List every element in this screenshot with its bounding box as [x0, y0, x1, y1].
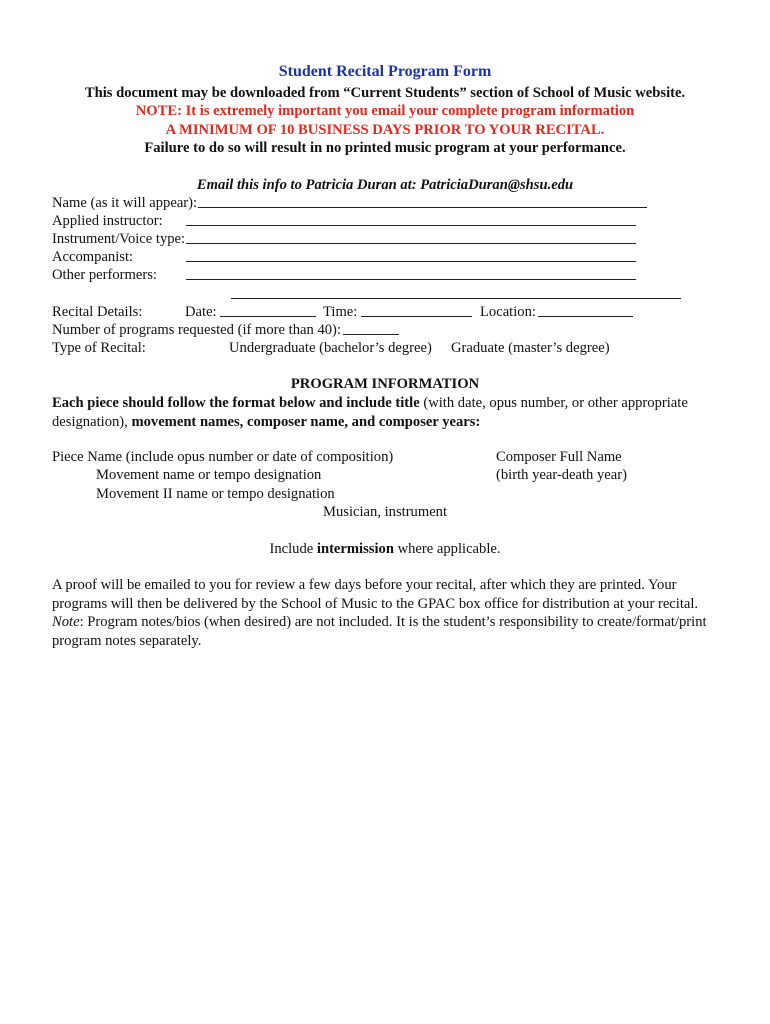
proof-paragraph	[52, 576, 732, 650]
instructor-line[interactable]	[186, 225, 636, 226]
name-line[interactable]	[198, 207, 647, 208]
intermission-post: where applicable.	[393, 541, 501, 557]
program-info-heading: PROGRAM INFORMATION	[290, 376, 480, 392]
format-plain-1: (with date, opus number, or other appropriate designation),	[52, 395, 688, 430]
email-instruction: Email this info to Patricia Duran at: PatriciaDuran@shsu.edu	[196, 177, 574, 193]
note-label: Note	[52, 614, 80, 630]
intermission-bold: intermission	[316, 541, 394, 557]
intermission-note	[0, 540, 770, 558]
other-performers-label: Other performers:	[52, 267, 157, 283]
time-line[interactable]	[361, 316, 472, 317]
time-label: Time:	[323, 304, 358, 320]
accompanist-label: Accompanist:	[52, 249, 134, 265]
instrument-label: Instrument/Voice type:	[52, 231, 186, 247]
warning-line-1: NOTE: It is extremely important you email your complete program information	[135, 103, 635, 119]
warning-line-2: A MINIMUM OF 10 BUSINESS DAYS PRIOR TO YOUR RECITAL.	[165, 122, 605, 138]
date-line[interactable]	[220, 316, 316, 317]
instructor-label: Applied instructor:	[52, 213, 163, 229]
format-bold-2: movement names, composer name, and composer years:	[131, 413, 481, 430]
proof-text: A proof will be emailed to you for review a few days before your recital, after which they are printed. Your programs will then be delivered by the School of Music to the GPAC box office for distribution at your recital.	[52, 577, 699, 612]
form-title: Student Recital Program Form	[278, 63, 492, 80]
location-line[interactable]	[538, 316, 633, 317]
undergraduate-option[interactable]: Undergraduate (bachelor’s degree)	[229, 340, 432, 356]
accompanist-line[interactable]	[186, 261, 636, 262]
musician-example: Musician, instrument	[323, 504, 448, 520]
instrument-line[interactable]	[186, 243, 636, 244]
format-bold-1: Each piece should follow the format below and include title	[52, 395, 420, 411]
composer-name-example: Composer Full Name	[496, 449, 622, 465]
failure-note: Failure to do so will result in no printed music program at your performance.	[144, 140, 626, 156]
programs-requested-line[interactable]	[343, 334, 399, 335]
date-label: Date:	[185, 304, 217, 320]
graduate-option[interactable]: Graduate (master’s degree)	[451, 340, 610, 356]
movement-1-example: Movement name or tempo designation	[96, 467, 322, 483]
other-performers-line[interactable]	[186, 279, 636, 280]
piece-name-example: Piece Name (include opus number or date of composition)	[52, 449, 394, 465]
name-label: Name (as it will appear):	[52, 195, 198, 211]
download-note: This document may be downloaded from “Current Students” section of School of Music website.	[84, 85, 686, 101]
recital-details-label: Recital Details:	[52, 304, 143, 320]
composer-years-example: (birth year-death year)	[496, 467, 627, 483]
format-instructions	[52, 394, 732, 431]
note-text: : Program notes/bios (when desired) are not included. It is the student’s responsibility to create/format/print program notes separately.	[52, 614, 707, 649]
programs-requested-label: Number of programs requested (if more than 40):	[52, 322, 341, 338]
movement-2-example: Movement II name or tempo designation	[96, 486, 335, 502]
intermission-pre: Include	[269, 541, 317, 557]
recital-type-label: Type of Recital:	[52, 340, 146, 356]
location-label: Location:	[480, 304, 536, 320]
extra-performers-line[interactable]	[231, 298, 681, 299]
